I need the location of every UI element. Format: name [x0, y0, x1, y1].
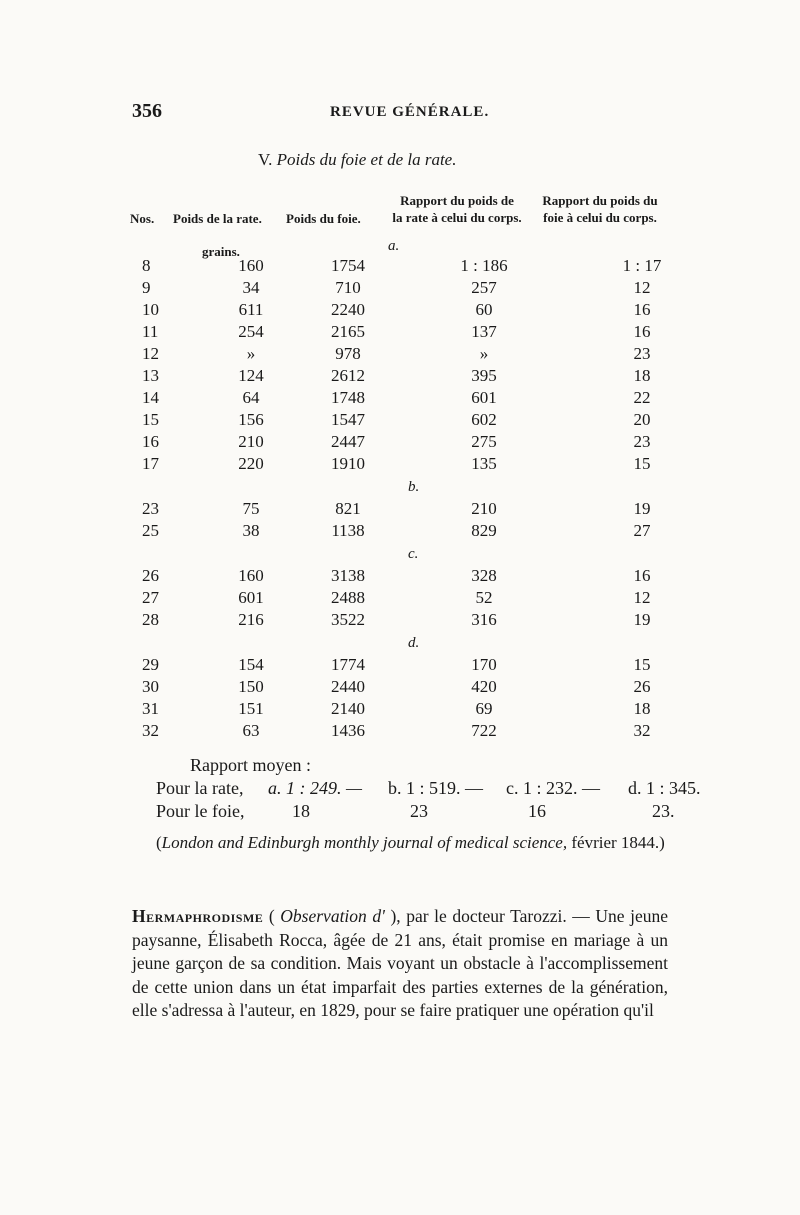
cell-ratio-rate: 137 [471, 322, 497, 341]
cell-no: 26 [142, 566, 159, 585]
table-row [130, 343, 720, 365]
cell-rate: 150 [238, 677, 264, 696]
group-row-d [130, 631, 720, 654]
cell-foie: 3138 [331, 566, 365, 585]
cell-ratio-foie: 15 [633, 454, 651, 473]
group-row-c [130, 542, 720, 565]
table-row [130, 676, 720, 698]
cell-foie: 1774 [331, 655, 365, 674]
cell-ratio-rate: 1 : 186 [460, 256, 508, 275]
cell-ratio-foie: 16 [633, 322, 651, 341]
cell-rate: 75 [242, 499, 260, 518]
cell-ratio-foie: 32 [633, 721, 651, 740]
paragraph-text: par le docteur Tarozzi. — Une jeune paysanne, Élisabeth Rocca, âgée de 21 ans, était promise en mariage à un jeune garçon de sa condition. Mais voyant un obstacle à l'accomplissement de cette union dans un état imparfait des parties externes de la génération, elle s'adressa à l'auteur, en 1829, pour se faire pratiquer une opération qu'il [132, 906, 669, 1020]
cell-ratio-rate: 257 [471, 278, 497, 297]
rapport-rate-b: b. 1 : 519. — [388, 778, 484, 798]
header-foie: Poids du foie. [286, 211, 361, 226]
rapport-foie-b: 23 [410, 801, 428, 821]
rapport-moyen-title: Rapport moyen : [190, 755, 311, 775]
cell-rate: 38 [242, 521, 260, 540]
cell-no: 29 [142, 655, 159, 674]
table-row [130, 520, 720, 542]
cell-ratio-foie: 18 [633, 366, 651, 385]
cell-foie: 3522 [331, 610, 365, 629]
cell-ratio-foie: 15 [633, 655, 651, 674]
unit-label: grains. [202, 244, 240, 259]
table-row [130, 654, 720, 676]
paragraph-observation: Observation d' [280, 906, 385, 926]
body-paragraph [132, 905, 668, 1023]
table-row [130, 387, 720, 409]
cell-rate: 601 [238, 588, 264, 607]
group-label-d: d. [408, 635, 420, 651]
cell-no: 10 [142, 300, 159, 319]
cell-ratio-rate: 420 [471, 677, 497, 696]
cell-ratio-foie: 20 [633, 410, 651, 429]
cell-rate: 154 [238, 655, 264, 674]
cell-ratio-rate: 210 [471, 499, 497, 518]
data-table [130, 255, 720, 742]
group-row-b [130, 475, 720, 498]
header-no: Nos. [130, 211, 155, 226]
cell-no: 12 [142, 344, 159, 363]
cell-foie: 1436 [331, 721, 365, 740]
cell-no: 14 [142, 388, 159, 407]
source-journal: London and Edinburgh monthly journal of medical science, [161, 833, 568, 852]
cell-ratio-rate: 170 [471, 655, 497, 674]
cell-ratio-foie: 27 [633, 521, 651, 540]
cell-ratio-rate: 328 [471, 566, 497, 585]
cell-no: 31 [142, 699, 159, 718]
cell-foie: 1748 [331, 388, 365, 407]
cell-foie: 2240 [331, 300, 365, 319]
group-label-c: c. [408, 546, 419, 562]
cell-ratio-foie: 1 : 17 [622, 256, 662, 275]
cell-rate: 160 [238, 256, 264, 275]
cell-no: 25 [142, 521, 159, 540]
cell-rate: 210 [238, 432, 264, 451]
table-row [130, 453, 720, 475]
rapport-foie-label: Pour le foie, [156, 801, 245, 821]
cell-ratio-rate: 135 [471, 454, 497, 473]
cell-ratio-rate: 60 [475, 300, 493, 319]
cell-rate: 254 [238, 322, 264, 341]
paragraph-lead: Hermaphrodisme [132, 906, 264, 926]
cell-foie: 1547 [331, 410, 365, 429]
table-row [130, 698, 720, 720]
table-row [130, 277, 720, 299]
rapport-rate-label: Pour la rate, [156, 778, 244, 798]
rapport-rate-d: d. 1 : 345. [628, 778, 701, 798]
header-ratio-rate-line2: la rate à celui du corps. [392, 210, 522, 225]
cell-rate: 220 [238, 454, 264, 473]
cell-rate: 611 [238, 300, 264, 319]
cell-foie: 2165 [331, 322, 365, 341]
table-row [130, 587, 720, 609]
cell-no: 23 [142, 499, 159, 518]
header-ratio-rate-line1: Rapport du poids de [400, 193, 514, 208]
cell-foie: 978 [335, 344, 361, 363]
table-row [130, 409, 720, 431]
cell-foie: 2612 [331, 366, 365, 385]
cell-ratio-rate: 601 [471, 388, 497, 407]
cell-foie: 1910 [331, 454, 365, 473]
cell-rate: 156 [238, 410, 264, 429]
section-heading [258, 150, 456, 170]
cell-ratio-foie: 26 [633, 677, 651, 696]
cell-ratio-foie: 16 [633, 566, 651, 585]
source-citation: (London and Edinburgh monthly journal of medical science, février 1844.) [156, 833, 665, 852]
cell-no: 17 [142, 454, 159, 473]
cell-no: 13 [142, 366, 159, 385]
table-row [130, 255, 720, 277]
table-row [130, 299, 720, 321]
cell-no: 30 [142, 677, 159, 696]
cell-ratio-foie: 23 [633, 432, 651, 451]
header-ratio-foie [530, 192, 670, 226]
cell-ratio-rate: 395 [471, 366, 497, 385]
cell-no: 28 [142, 610, 159, 629]
section-title: Poids du foie et de la rate. [276, 150, 457, 169]
table-row [130, 321, 720, 343]
cell-ratio-foie: 12 [633, 588, 651, 607]
cell-ratio-foie: 22 [633, 388, 651, 407]
cell-no: 11 [142, 322, 159, 341]
rapport-rate-a: a. 1 : 249. — [268, 778, 362, 798]
cell-foie: 710 [335, 278, 361, 297]
cell-rate: » [246, 344, 256, 363]
cell-ratio-foie: 12 [633, 278, 651, 297]
cell-rate: 160 [238, 566, 264, 585]
rapport-foie-c: 16 [528, 801, 546, 821]
header-ratio-foie-line2: foie à celui du corps. [543, 210, 657, 225]
cell-rate: 64 [242, 388, 260, 407]
table-row [130, 498, 720, 520]
cell-ratio-rate: » [479, 344, 489, 363]
paren-close: ), [384, 906, 407, 926]
header-ratio-foie-line1: Rapport du poids du [542, 193, 658, 208]
table-row [130, 720, 720, 742]
group-label-a: a. [388, 238, 400, 254]
table-row [130, 609, 720, 631]
cell-no: 32 [142, 721, 159, 740]
cell-ratio-rate: 52 [475, 588, 493, 607]
running-title: REVUE GÉNÉRALE. [330, 104, 490, 120]
table-row [130, 365, 720, 387]
cell-rate: 216 [238, 610, 264, 629]
cell-ratio-rate: 829 [471, 521, 497, 540]
paren-open: ( [263, 906, 281, 926]
group-label-b: b. [408, 479, 420, 495]
cell-rate: 151 [238, 699, 264, 718]
cell-rate: 63 [242, 721, 260, 740]
cell-foie: 2140 [331, 699, 365, 718]
cell-ratio-foie: 19 [633, 499, 651, 518]
cell-foie: 2440 [331, 677, 365, 696]
header-ratio-rate [384, 192, 530, 226]
cell-ratio-rate: 275 [471, 432, 497, 451]
cell-no: 9 [142, 278, 151, 297]
cell-no: 15 [142, 410, 159, 429]
cell-ratio-foie: 16 [633, 300, 651, 319]
section-numeral: V. [258, 150, 273, 169]
table-row [130, 431, 720, 453]
table-row [130, 565, 720, 587]
cell-ratio-rate: 602 [471, 410, 497, 429]
cell-no: 16 [142, 432, 159, 451]
page-number: 356 [132, 100, 162, 122]
rapport-foie-line [156, 801, 675, 822]
rapport-rate-line [156, 778, 701, 799]
cell-no: 8 [142, 256, 151, 275]
cell-ratio-rate: 722 [471, 721, 497, 740]
source-date: février 1844.) [567, 833, 665, 852]
rapport-foie-a: 18 [292, 801, 310, 821]
rapport-foie-d: 23. [652, 801, 675, 821]
cell-ratio-foie: 18 [633, 699, 651, 718]
cell-foie: 1754 [331, 256, 365, 275]
cell-foie: 2447 [331, 432, 365, 451]
cell-rate: 124 [238, 366, 264, 385]
cell-ratio-rate: 316 [471, 610, 497, 629]
cell-foie: 2488 [331, 588, 365, 607]
cell-foie: 821 [335, 499, 361, 518]
cell-ratio-rate: 69 [475, 699, 493, 718]
cell-ratio-foie: 19 [633, 610, 651, 629]
cell-no: 27 [142, 588, 159, 607]
cell-rate: 34 [242, 278, 260, 297]
header-rate: Poids de la rate. [173, 211, 262, 226]
cell-foie: 1138 [331, 521, 365, 540]
cell-ratio-foie: 23 [633, 344, 651, 363]
rapport-rate-c: c. 1 : 232. — [506, 778, 600, 798]
